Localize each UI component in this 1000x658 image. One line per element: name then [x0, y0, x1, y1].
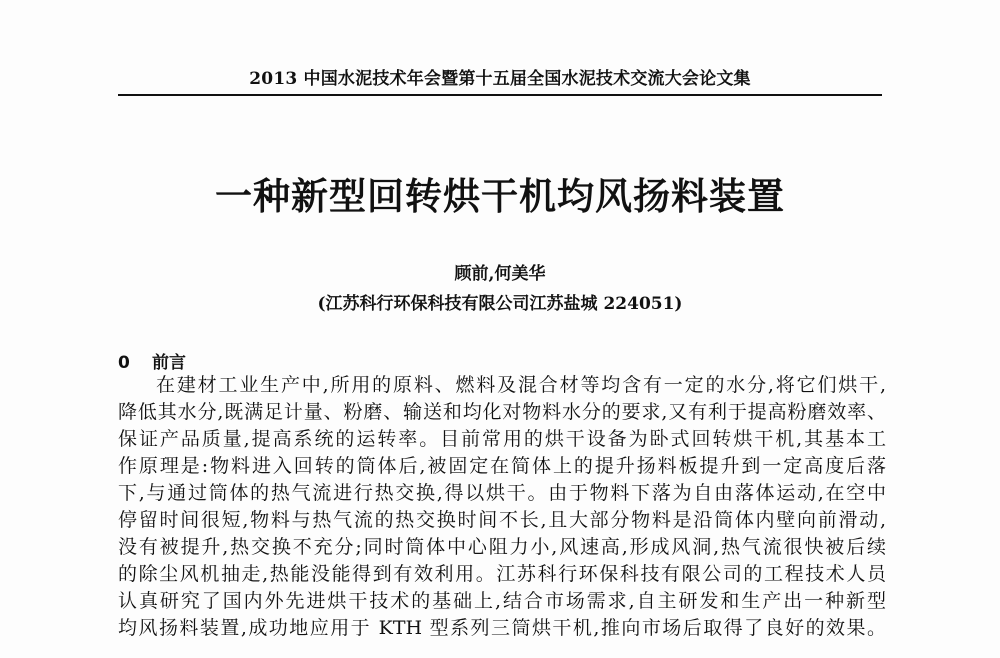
paper-title: 一种新型回转烘干机均风扬料装置 — [215, 175, 785, 218]
body-paragraph — [118, 372, 886, 658]
affiliation: (江苏科行环保科技有限公司江苏盐城 224051) — [317, 294, 683, 314]
body-line: 下,与通过筒体的热气流进行热交换,得以烘干。由于物料下落为自由落体运动,在空中 — [118, 482, 886, 504]
body-line: 停留时间很短,物料与热气流的热交换时间不长,且大部分物料是沿筒体内壁向前滑动, — [118, 509, 886, 531]
body-line: 没有被提升,热交换不充分;同时筒体中心阻力小,风速高,形成风洞,热气流很快被后续 — [118, 536, 886, 558]
body-line: 保证产品质量,提高系统的运转率。目前常用的烘干设备为卧式回转烘干机,其基本工 — [118, 428, 886, 450]
body-line: 降低其水分,既满足计量、粉磨、输送和均化对物料水分的要求,又有利于提高粉磨效率、 — [118, 401, 886, 423]
section-title: 前言 — [152, 353, 186, 373]
running-header: 2013 中国水泥技术年会暨第十五届全国水泥技术交流大会论文集 — [249, 69, 751, 89]
section-heading — [118, 348, 186, 373]
body-line: 作原理是:物料进入回转的筒体后,被固定在简体上的提升扬料板提升到一定高度后落 — [118, 455, 886, 477]
body-line: 认真研究了国内外先进烘干技术的基础上,结合市场需求,自主研发和生产出一种新型 — [118, 590, 886, 612]
header-rule — [118, 94, 882, 96]
authors: 顾前,何美华 — [454, 264, 546, 284]
body-line: 的除尘风机抽走,热能没能得到有效利用。江苏科行环保科技有限公司的工程技术人员 — [118, 563, 886, 585]
section-number: 0 — [118, 353, 130, 373]
body-line: 在建材工业生产中,所用的原料、燃料及混合材等均含有一定的水分,将它们烘干, — [156, 374, 886, 396]
body-line: 均风扬料装置,成功地应用于 KTH 型系列三筒烘干机,推向市场后取得了良好的效果。 — [118, 617, 886, 639]
